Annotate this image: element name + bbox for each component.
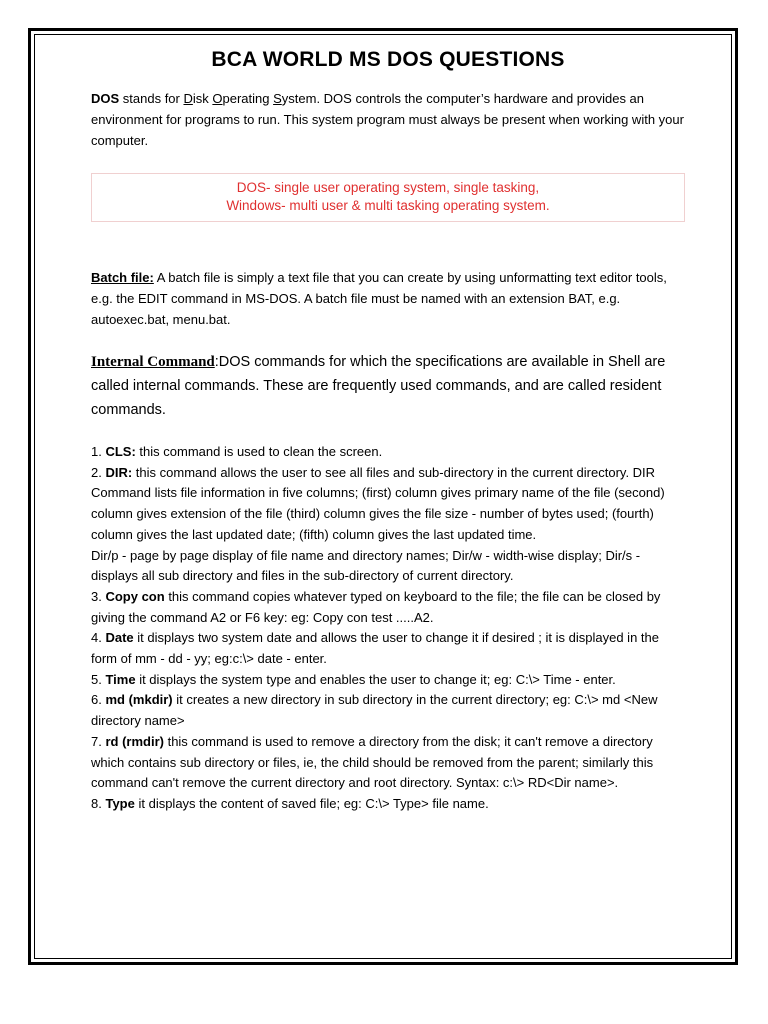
list-item: 2. DIR: this command allows the user to see all files and sub-directory in the current directory. DIR Command lists file information in five columns; (first) column gives primary name of the file (second) column gives extension of the file (third) column gives the file size - number of bytes used; (fourth) column gives the last updated date; (fifth) column gives the last updated time. [91, 464, 665, 542]
internal-command-label: Internal Command [91, 354, 215, 370]
internal-command-paragraph: Internal Command:DOS commands for which the specifications are available in Shell are called internal commands. These are frequently used commands, and are called resident commands. [91, 354, 666, 418]
list-item: 8. Type it displays the content of saved file; eg: C:\> Type> file name. [91, 795, 489, 811]
list-item: 7. rd (rmdir) this command is used to remove a directory from the disk; it can't remove a directory which contains sub directory or files, ie, the child should be removed from the parent; similarly this command can't remove the current directory and root directory. Syntax: c:\> RD<Dir name>. [91, 733, 654, 791]
list-item: 5. Time it displays the system type and enables the user to change it; eg: C:\> Time - enter. [91, 671, 616, 687]
batch-file-label: Batch file: [91, 270, 154, 285]
document-content [91, 48, 685, 815]
page-title: BCA WORLD MS DOS QUESTIONS [211, 48, 565, 71]
list-item: 6. md (mkdir) it creates a new directory in sub directory in the current directory; eg: C:\> md <New directory name> [91, 692, 658, 729]
command-list [91, 442, 685, 815]
batch-file-paragraph: Batch file: A batch file is simply a text file that you can create by using unformatting text editor tools, e.g. the EDIT command in MS-DOS. A batch file must be named with an extension BAT, e.g. autoexec.bat, menu.bat. [91, 270, 667, 327]
highlight-line-1: DOS- single user operating system, single tasking, [236, 180, 540, 195]
list-item: Dir/p - page by page display of file name and directory names; Dir/w - width-wise display; Dir/s - displays all sub directory and files in the sub-directory of current directory. [91, 547, 641, 584]
intro-paragraph: DOS stands for Disk Operating System. DOS controls the computer’s hardware and provides an environment for programs to run. This system program must always be present when working with your computer. [91, 91, 684, 148]
list-item: 4. Date it displays two system date and allows the user to change it if desired ; it is displayed in the form of mm - dd - yy; eg:c:\> date - enter. [91, 630, 659, 667]
dos-term: DOS [91, 91, 120, 106]
list-item: 1. CLS: this command is used to clean the screen. [91, 444, 383, 459]
list-item: 3. Copy con this command copies whatever typed on keyboard to the file; the file can be closed by giving the command A2 or F6 key: eg: Copy con test .....A2. [91, 588, 661, 625]
highlight-box [91, 173, 685, 222]
highlight-line-2: Windows- multi user & multi tasking operating system. [226, 198, 550, 213]
